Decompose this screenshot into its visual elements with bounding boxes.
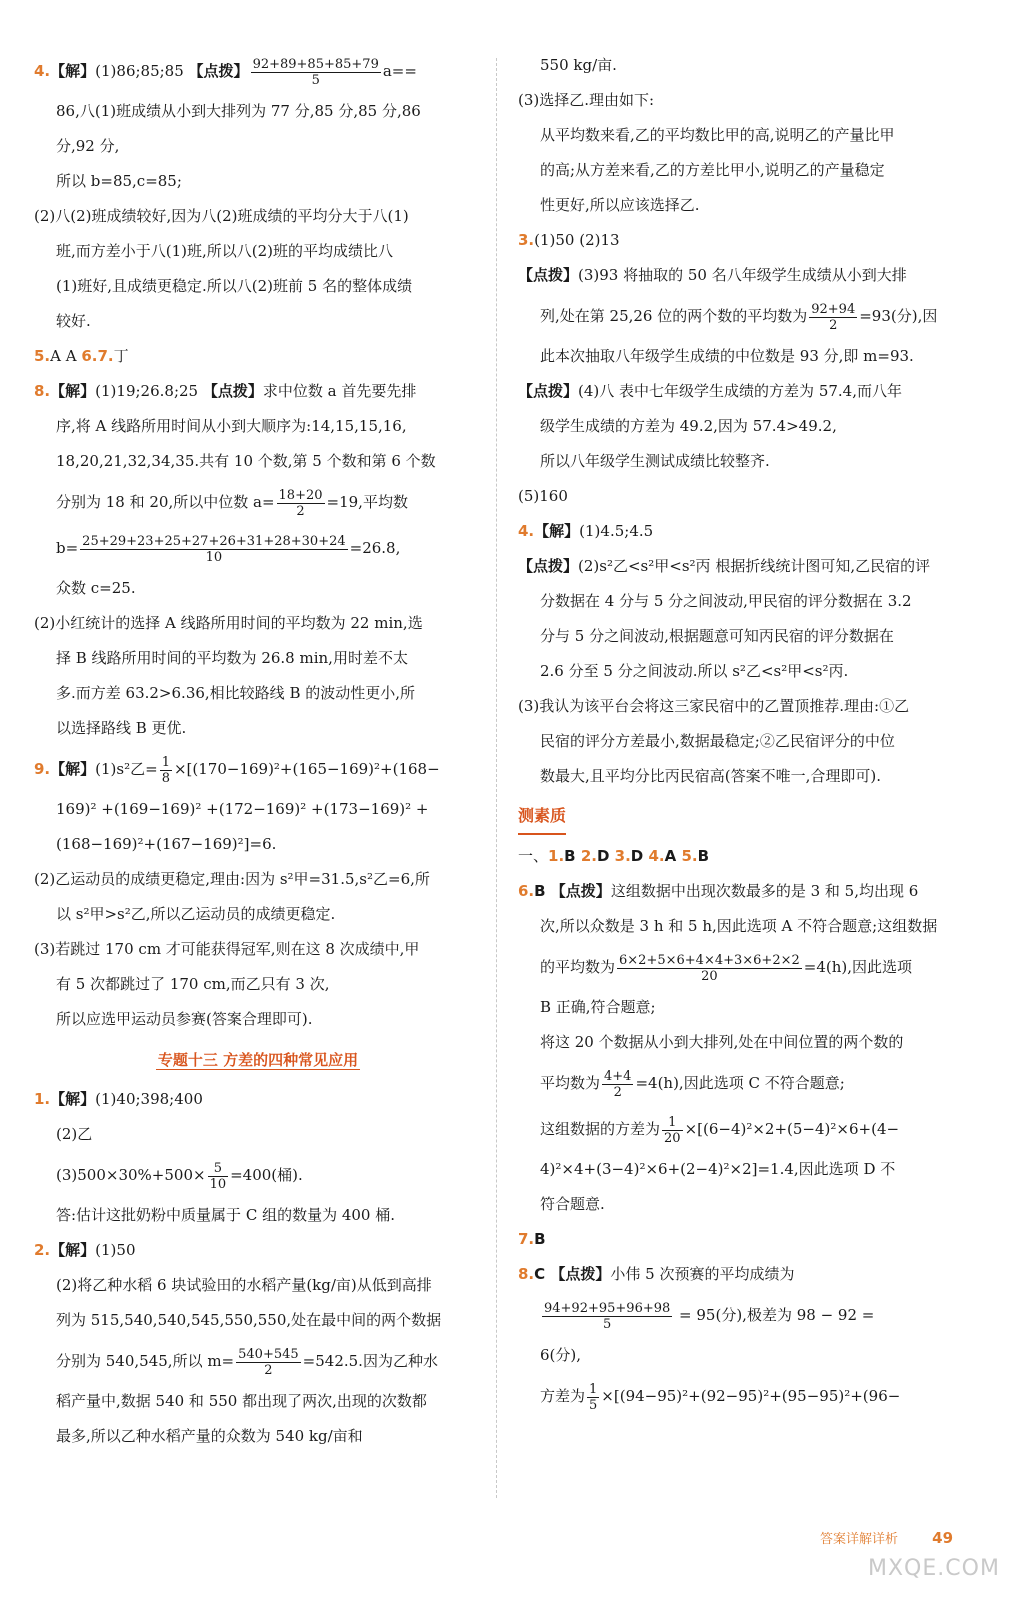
text: (2)将乙种水稻 6 块试验田的水稻产量(kg/亩)从低到高排 [56,1276,432,1294]
text: 86,八(1)班成绩从小到大排列为 77 分,85 分,85 分,86 [56,102,421,120]
badge-row [518,794,966,839]
text: 最多,所以乙种水稻产量的众数为 540 kg/亩和 [56,1427,363,1445]
denominator: 20 [701,968,718,984]
text: A [65,347,82,365]
text: 的高;从方差来看,乙的方差比甲小,说明乙的产量稳定 [540,161,885,179]
text: b= [56,539,79,557]
text: 有 5 次都跳过了 170 cm,而乙只有 3 次, [56,975,330,993]
bracket-label: 【解】 [534,522,580,540]
fraction [277,488,325,519]
text: 所以应选甲运动员参赛(答案合理即可). [56,1010,313,1028]
answer-choice: B [697,847,710,865]
text: 从平均数来看,乙的平均数比甲的高,说明乙的产量比甲 [540,126,895,144]
numerator: 1 [662,1115,683,1131]
answer-line [34,932,482,967]
text: (3)我认为该平台会将这三家民宿中的乙置顶推荐.理由:①乙 [518,697,910,715]
section-title: 专题十三 方差的四种常见应用 [157,1051,359,1069]
answer-line [518,689,966,724]
text: (1)50 [95,1241,136,1259]
text: 较好. [56,312,91,330]
question-number: 4. [648,847,665,865]
numerator: 5 [208,1161,229,1177]
fraction [160,755,172,786]
answer-line [34,1303,482,1338]
text: (2)乙运动员的成绩更稳定,理由:因为 s²甲=31.5,s²乙=6,所 [34,870,430,888]
text: 丁 [113,347,129,365]
numerator: 1 [161,754,170,770]
answer-line [518,293,966,339]
numerator: 25+29+23+25+27+26+31+28+30+24 [82,533,346,549]
text: 次,所以众数是 3 h 和 5 h,因此选项 A 不符合题意;这组数据 [540,917,938,935]
answer-line [34,48,482,94]
answer-line [34,269,482,304]
answer-line [34,1152,482,1198]
text: 求中位数 a 首先要先排 [262,382,417,400]
answer-line [518,514,966,549]
answer-line [34,1338,482,1384]
answer-line [518,654,966,689]
bracket-label: 【点拨】 [518,382,579,400]
answer-line [518,188,966,223]
text: (5)160 [518,487,568,505]
denominator: 8 [161,770,170,786]
watermark: MXQE.COM [868,1556,1000,1581]
answer-line [518,83,966,118]
answer-line [518,1292,966,1338]
text: 班,而方差小于八(1)班,所以八(2)班的平均成绩比八 [56,242,394,260]
answer-line [518,444,966,479]
answer-line [518,944,966,990]
text: 级学生成绩的方差为 49.2,因为 57.4>49.2, [540,417,837,435]
text: (1)50 (2)13 [534,231,620,249]
answer-line [518,153,966,188]
text: =4(h),因此选项 C 不符合题意; [635,1074,845,1092]
question-number: 6. [81,347,98,365]
answer-line [518,1222,966,1257]
numerator: 92+94 [811,301,856,317]
answer-line [518,1257,966,1292]
answer-line [518,909,966,944]
text: 列,处在第 25,26 位的两个数的平均数为 [540,307,808,325]
answer-line [34,199,482,234]
bracket-label: 【解】 [50,62,96,80]
answer-line [518,1060,966,1106]
text: 550 kg/亩. [540,56,617,74]
text: 这组数据的方差为 [540,1120,661,1138]
answer-line [518,619,966,654]
text: 答:估计这批奶粉中质量属于 C 组的数量为 400 桶. [56,1206,396,1224]
answer-choice: C [534,1265,551,1283]
answer-line [34,409,482,444]
denominator: 2 [829,317,838,333]
answer-line [518,990,966,1025]
denominator: 20 [664,1130,681,1146]
text: =4(h),因此选项 [803,958,913,976]
text: 18,20,21,32,34,35.共有 10 个数,第 5 个数和第 6 个数 [56,452,436,470]
answer-line [34,234,482,269]
text: ×[(170−169)²+(165−169)²+(168− [173,760,440,778]
text: (1)19;26.8;25 [95,382,203,400]
text: (1)班好,且成绩更稳定.所以八(2)班前 5 名的整体成绩 [56,277,413,295]
answer-choice: B [534,1230,546,1248]
left-column [34,48,482,1454]
answer-line [518,479,966,514]
bracket-label: 【点拨】 [550,1265,611,1283]
numerator: 18+20 [278,487,323,503]
text: 方差为 [540,1387,586,1405]
question-number: 2. [34,1241,51,1259]
text: 分别为 540,545,所以 m= [56,1352,235,1370]
text: ×[(6−4)²×2+(5−4)²×6+(4− [684,1120,900,1138]
text: (2)s²乙<s²甲<s²丙 [578,557,716,575]
text: 小伟 5 次预赛的平均成绩为 [610,1265,795,1283]
column-divider [496,58,497,1498]
text: (1)40;398;400 [95,1090,203,1108]
text: =542.5.因为乙种水 [302,1352,438,1370]
page-footer [820,1528,953,1547]
text: =19,平均数 [326,493,408,511]
answer-line [34,304,482,339]
answer-line [34,897,482,932]
text: 将抽取的 50 名八年级学生成绩从小到大排 [623,266,907,284]
text: 民宿的评分方差最小,数据最稳定;②乙民宿评分的中位 [540,732,895,750]
text: 所以 b=85,c=85; [56,172,182,190]
text: (168−169)²+(167−169)²]=6. [56,835,277,853]
answer-line [34,525,482,571]
question-number: 5. [34,347,51,365]
answer-line [34,1002,482,1037]
text: (1)s²乙= [95,760,158,778]
text: 稻产量中,数据 540 和 550 都出现了两次,出现的次数都 [56,1392,427,1410]
answer-line [34,374,482,409]
answer-line [34,164,482,199]
text: 所以八年级学生测试成绩比较整齐. [540,452,770,470]
answer-line [34,129,482,164]
answer-line [34,1082,482,1117]
answer-line [518,1187,966,1222]
answer-line [518,1025,966,1060]
text: (1)86;85;85 [95,62,189,80]
answer-line [34,1117,482,1152]
answer-line [34,444,482,479]
text: (2)小红统计的选择 A 线路所用时间的平均数为 22 min,选 [34,614,423,632]
text: 分,92 分, [56,137,120,155]
numerator: 540+545 [238,1346,299,1362]
text: 此本次抽取八年级学生成绩的中位数是 93 分,即 m=93. [540,347,914,365]
text: = [404,62,417,80]
answer-line [518,374,966,409]
text: 表中七年级学生成绩的方差为 57.4,而八年 [619,382,902,400]
answer-line [518,549,966,584]
question-number: 3. [518,231,535,249]
question-number: 6. [518,882,535,900]
text: 一、 [518,847,549,865]
question-number: 8. [518,1265,535,1283]
text: 多.而方差 63.2>6.36,相比较路线 B 的波动性更小,所 [56,684,415,702]
fraction [208,1161,229,1192]
answer-line [518,48,966,83]
bracket-label: 【解】 [50,382,96,400]
text: ×[(94−95)²+(92−95)²+(95−95)²+(96− [601,1387,901,1405]
answer-choice: B [564,847,581,865]
text: 4)²×4+(3−4)²×6+(2−4)²×2]=1.4,因此选项 D 不 [540,1160,896,1178]
answer-line [34,1268,482,1303]
answer-line [34,711,482,746]
answer-line [34,94,482,129]
answer-line [518,339,966,374]
text: 以选择路线 B 更优. [56,719,187,737]
answer-line [34,1233,482,1268]
answer-line [34,862,482,897]
bracket-label: 【解】 [50,1090,96,1108]
answer-choice: A [664,847,682,865]
question-number: 4. [518,522,535,540]
bracket-label: 【点拨】 [550,882,611,900]
fraction [251,57,381,88]
text: 根据折线统计图可知,乙民宿的评 [715,557,931,575]
fraction [236,1347,301,1378]
answer-line [34,827,482,862]
text: =26.8, [349,539,401,557]
text: a= [382,62,405,80]
text: 以 s²甲>s²乙,所以乙运动员的成绩更稳定. [56,905,336,923]
fraction [602,1069,633,1100]
numerator: 4+4 [604,1068,632,1084]
answer-line [518,874,966,909]
text: =400(桶). [230,1166,303,1184]
text: 分与 5 分之间波动,根据题意可知丙民宿的评分数据在 [540,627,894,645]
answer-choice: B [534,882,551,900]
question-number: 9. [34,760,51,778]
fraction [662,1115,683,1146]
answer-line [34,606,482,641]
text: 性更好,所以应该选择乙. [540,196,700,214]
bracket-label: 【点拨】 [518,266,579,284]
fraction [617,953,802,984]
denominator: 5 [311,72,320,88]
text: 平均数为 [540,1074,601,1092]
text: (3)若跳过 170 cm 才可能获得冠军,则在这 8 次成绩中,甲 [34,940,420,958]
text: 择 B 线路所用时间的平均数为 26.8 min,用时差不太 [56,649,408,667]
bracket-label: 【解】 [50,760,96,778]
denominator: 10 [205,549,223,565]
answer-line [518,409,966,444]
footer-label: 答案详解详析 [820,1532,899,1547]
text: 分别为 18 和 20,所以中位数 a= [56,493,275,511]
numerator: 94+92+95+96+98 [544,1300,671,1316]
answer-line [34,746,482,792]
answer-line [34,1384,482,1419]
text: A [50,347,66,365]
text: 这组数据中出现次数最多的是 3 和 5,均出现 6 [610,882,919,900]
answer-line [34,676,482,711]
question-number: 3. [614,847,631,865]
denominator: 5 [589,1397,598,1413]
question-number: 8. [34,382,51,400]
text: = 95(分),极差为 98 − 92 = [674,1306,875,1324]
section-badge: 测素质 [518,798,566,835]
answer-line [518,584,966,619]
text: 2.6 分至 5 分之间波动.所以 s²乙<s²甲<s²丙. [540,662,849,680]
denominator: 10 [209,1176,227,1192]
section-heading [34,1043,482,1078]
text: (3)93 [578,266,624,284]
fraction [542,1301,672,1332]
text: 众数 c=25. [56,579,136,597]
question-number: 4. [34,62,51,80]
answer-line [34,1419,482,1454]
question-number: 1. [34,1090,51,1108]
fraction [80,534,347,565]
text: (3)500×30%+500× [56,1166,206,1184]
bracket-label: 【点拨】 [518,557,579,575]
page-number: 49 [932,1529,954,1547]
answer-line [518,258,966,293]
numerator: 92+89+85+85+79 [252,56,379,72]
answer-line [34,479,482,525]
right-column [518,48,966,1419]
denominator: 2 [264,1362,273,1378]
answer-line [34,967,482,1002]
answer-line [34,1198,482,1233]
answer-line [518,759,966,794]
denominator: 2 [613,1084,622,1100]
text: 6(分), [540,1346,582,1364]
answer-line [34,339,482,374]
answer-choice: D [630,847,649,865]
text: (1)4.5;4.5 [579,522,654,540]
fraction [587,1382,599,1413]
question-number: 7. [518,1230,535,1248]
answer-line [518,223,966,258]
text: (3)选择乙.理由如下: [518,91,655,109]
numerator: 6×2+5×6+4×4+3×6+2×2 [619,952,800,968]
text: 的平均数为 [540,958,616,976]
text: 分数据在 4 分与 5 分之间波动,甲民宿的评分数据在 3.2 [540,592,912,610]
text: 数最大,且平均分比丙民宿高(答案不唯一,合理即可). [540,767,882,785]
question-number: 2. [580,847,597,865]
bracket-label: 【点拨】 [188,62,249,80]
fraction [809,302,857,333]
answer-line [518,1106,966,1152]
answer-line [518,724,966,759]
text: 符合题意. [540,1195,605,1213]
text: B 正确,符合题意; [540,998,656,1016]
answer-line [34,641,482,676]
text: 列为 515,540,540,545,550,550,处在最中间的两个数据 [56,1311,442,1329]
answer-line [518,1373,966,1419]
bracket-label: 【解】 [50,1241,96,1259]
text: 序,将 A 线路所用时间从小到大顺序为:14,15,15,16, [56,417,407,435]
denominator: 5 [603,1316,612,1332]
answer-choice: D [596,847,615,865]
question-number: 5. [681,847,698,865]
answer-line [518,839,966,874]
answer-line [518,118,966,153]
answer-line [518,1152,966,1187]
bracket-label: 【点拨】 [202,382,263,400]
answer-line [34,792,482,827]
text: 169)² +(169−169)² +(172−169)² +(173−169)² + [56,800,429,818]
text: =93(分),因 [859,307,938,325]
denominator: 2 [296,503,305,519]
answer-line [518,1338,966,1373]
answer-line [34,571,482,606]
text: 将这 20 个数据从小到大排列,处在中间位置的两个数的 [540,1033,904,1051]
numerator: 1 [589,1381,598,1397]
text: (2)八(2)班成绩较好,因为八(2)班成绩的平均分大于八(1) [34,207,409,225]
question-number: 7. [97,347,114,365]
question-number: 1. [548,847,565,865]
text: (4)八 [578,382,620,400]
text: (2)乙 [56,1125,93,1143]
